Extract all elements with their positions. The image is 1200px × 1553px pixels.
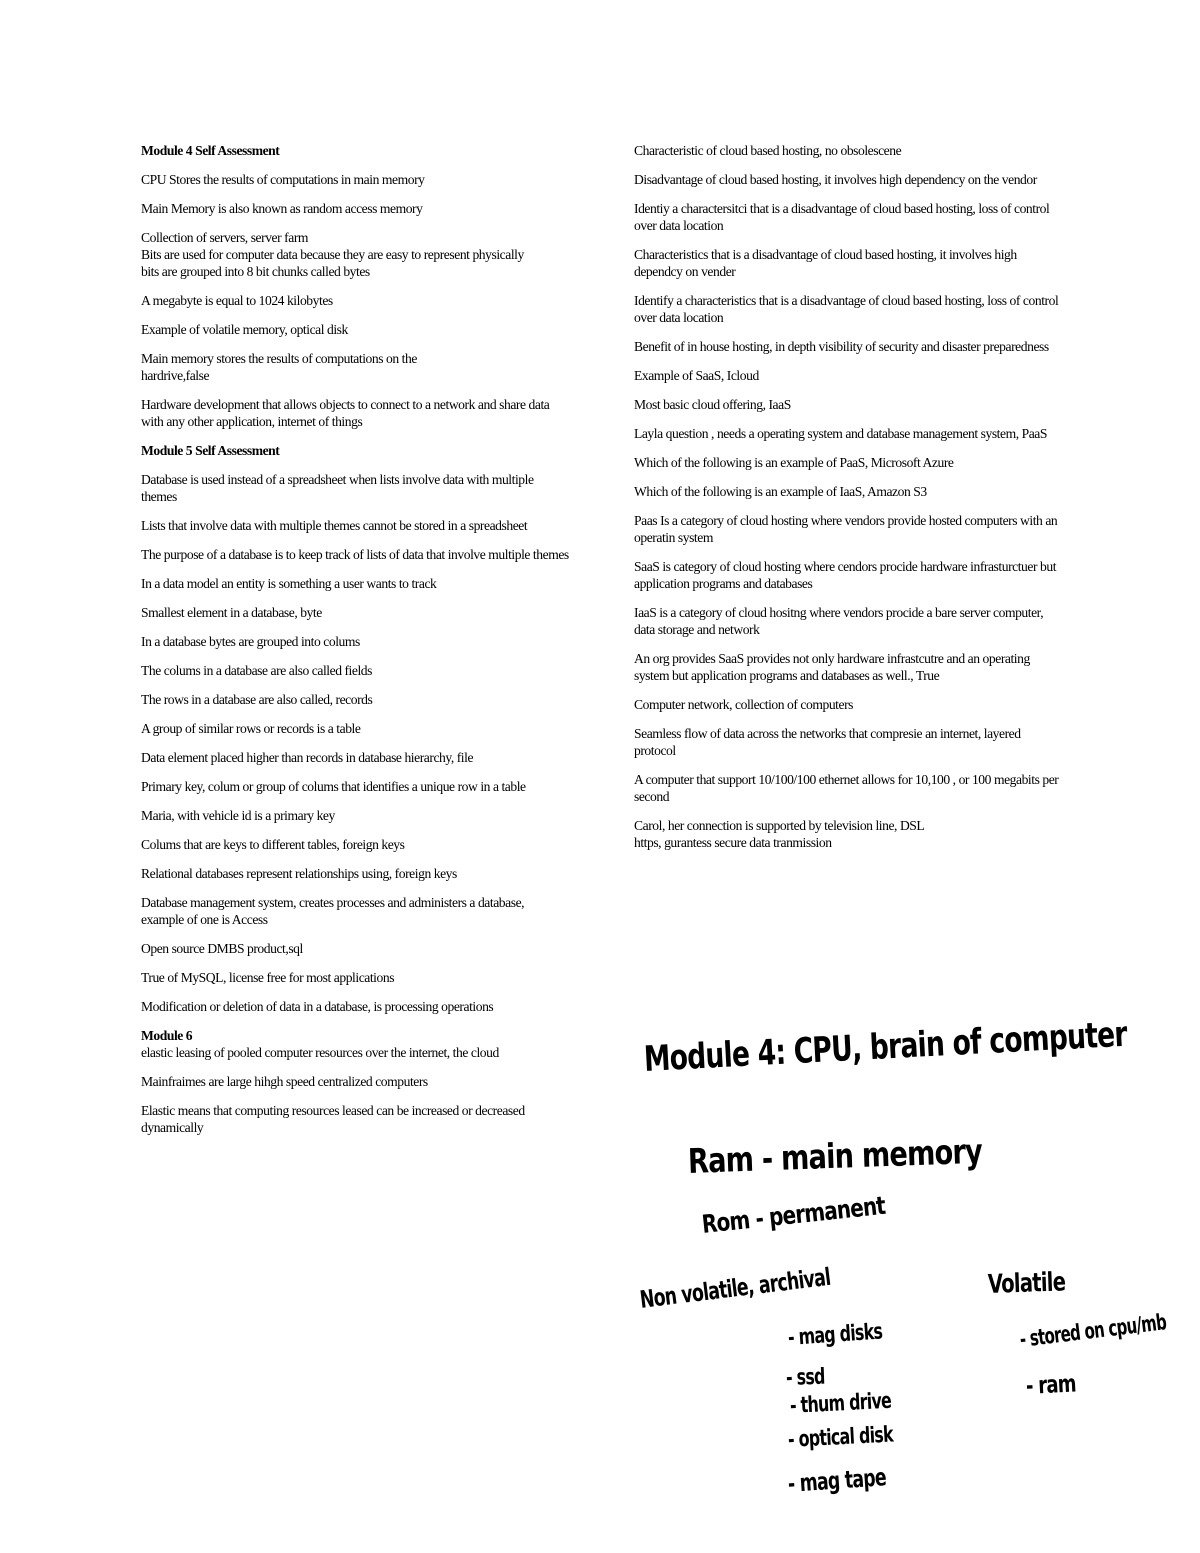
note-line: Identiy a charactersitci that is a disadvantage of cloud based hosting, loss of control over data location: [634, 201, 1050, 233]
note-rom: Rom - permanent: [700, 1190, 887, 1239]
note-line: Data element placed higher than records in database hierarchy, file: [141, 750, 474, 765]
note-line: Carol, her connection is supported by television line, DSL: [634, 818, 925, 833]
section-heading: Module 4 Self Assessment: [141, 143, 280, 158]
note-line: Layla question , needs a operating system and database management system, PaaS: [634, 426, 1047, 441]
note-line: Relational databases represent relationships using, foreign keys: [141, 866, 457, 881]
note-line: Which of the following is an example of IaaS, Amazon S3: [634, 484, 927, 499]
note-ram: Ram - main memory: [687, 1131, 983, 1182]
note-line: Main Memory is also known as random access memory: [141, 201, 423, 216]
note-line: Main memory stores the results of computations on the hardrive,false: [141, 351, 417, 383]
note-line: Example of volatile memory, optical disk: [141, 322, 348, 337]
note-nonvolatile-heading: Non volatile, archival: [638, 1262, 832, 1314]
note-line: Most basic cloud offering, IaaS: [634, 397, 791, 412]
note-line: elastic leasing of pooled computer resources over the internet, the cloud: [141, 1045, 499, 1060]
note-line: In a database bytes are grouped into colums: [141, 634, 360, 649]
note-line: Primary key, colum or group of colums that identifies a unique row in a table: [141, 779, 526, 794]
note-line: https, gurantess secure data tranmission: [634, 835, 832, 850]
note-line: Elastic means that computing resources leased can be increased or decreased dynamically: [141, 1103, 525, 1135]
note-line: IaaS is a category of cloud hositng where vendors procide a bare server computer, data storage and network: [634, 605, 1044, 637]
note-line: A group of similar rows or records is a table: [141, 721, 361, 736]
note-line: A computer that support 10/100/100 ethernet allows for 10,100 , or 100 megabits per second: [634, 772, 1059, 804]
note-nonvolatile-item: - mag tape: [787, 1463, 887, 1498]
note-line: Smallest element in a database, byte: [141, 605, 322, 620]
note-line: Open source DMBS product,sql: [141, 941, 303, 956]
note-line: An org provides SaaS provides not only hardware infrastcutre and an operating system but application programs and databases as well., True: [634, 651, 1030, 683]
note-line: SaaS is category of cloud hosting where cendors procide hardware infrasturctuer but application programs and databases: [634, 559, 1057, 591]
note-line: Database is used instead of a spreadsheet when lists involve data with multiple themes: [141, 472, 534, 504]
note-nonvolatile-item: - ssd: [785, 1364, 826, 1391]
right-column: [634, 142, 1064, 863]
note-volatile-item: - ram: [1025, 1369, 1077, 1400]
note-line: Computer network, collection of computers: [634, 697, 854, 712]
note-line: Maria, with vehicle id is a primary key: [141, 808, 335, 823]
section-heading: Module 6: [141, 1028, 193, 1043]
note-line: Colums that are keys to different tables, foreign keys: [141, 837, 405, 852]
note-line: CPU Stores the results of computations in main memory: [141, 172, 425, 187]
note-line: Bits are used for computer data because they are easy to represent physically: [141, 247, 524, 262]
note-nonvolatile-item: - mag disks: [787, 1319, 884, 1351]
note-line: The colums in a database are also called fields: [141, 663, 372, 678]
note-line: Lists that involve data with multiple themes cannot be stored in a spreadsheet: [141, 518, 528, 533]
note-line: Modification or deletion of data in a database, is processing operations: [141, 999, 494, 1014]
left-column: [141, 142, 569, 1148]
section-heading: Module 5 Self Assessment: [141, 443, 280, 458]
note-line: Example of SaaS, Icloud: [634, 368, 759, 383]
note-line: True of MySQL, license free for most applications: [141, 970, 395, 985]
note-nonvolatile-item: - thum drive: [789, 1388, 892, 1419]
note-line: Identify a characteristics that is a disadvantage of cloud based hosting, loss of control over data location: [634, 293, 1059, 325]
note-line: Seamless flow of data across the networks that compresie an internet, layered protocol: [634, 726, 1021, 758]
note-line: In a data model an entity is something a user wants to track: [141, 576, 437, 591]
note-line: A megabyte is equal to 1024 kilobytes: [141, 293, 333, 308]
note-line: Benefit of in house hosting, in depth visibility of security and disaster preparedness: [634, 339, 1049, 354]
note-nonvolatile-item: - optical disk: [787, 1422, 894, 1453]
note-line: Hardware development that allows objects to connect to a network and share data with any other application, internet of things: [141, 397, 550, 429]
note-volatile-item: - stored on cpu/mb: [1018, 1310, 1168, 1353]
note-line: bits are grouped into 8 bit chunks called bytes: [141, 264, 370, 279]
note-line: Mainfraimes are large hihgh speed centralized computers: [141, 1074, 428, 1089]
note-line: Characteristic of cloud based hosting, no obsolescene: [634, 143, 902, 158]
note-heading: Module 4: CPU, brain of computer: [642, 1014, 1128, 1080]
note-line: Characteristics that is a disadvantage of cloud based hosting, it involves high dependcy on vender: [634, 247, 1017, 279]
note-volatile-heading: Volatile: [987, 1267, 1066, 1300]
note-line: Paas Is a category of cloud hosting where vendors provide hosted computers with an operatin system: [634, 513, 1058, 545]
note-line: Database management system, creates processes and administers a database, example of one is Access: [141, 895, 525, 927]
note-line: Disadvantage of cloud based hosting, it involves high dependency on the vendor: [634, 172, 1037, 187]
note-line: Collection of servers, server farm: [141, 230, 309, 245]
handwritten-notes: [630, 1014, 1190, 1530]
note-line: The purpose of a database is to keep track of lists of data that involve multiple themes: [141, 547, 569, 562]
note-line: Which of the following is an example of PaaS, Microsoft Azure: [634, 455, 954, 470]
note-line: The rows in a database are also called, records: [141, 692, 373, 707]
